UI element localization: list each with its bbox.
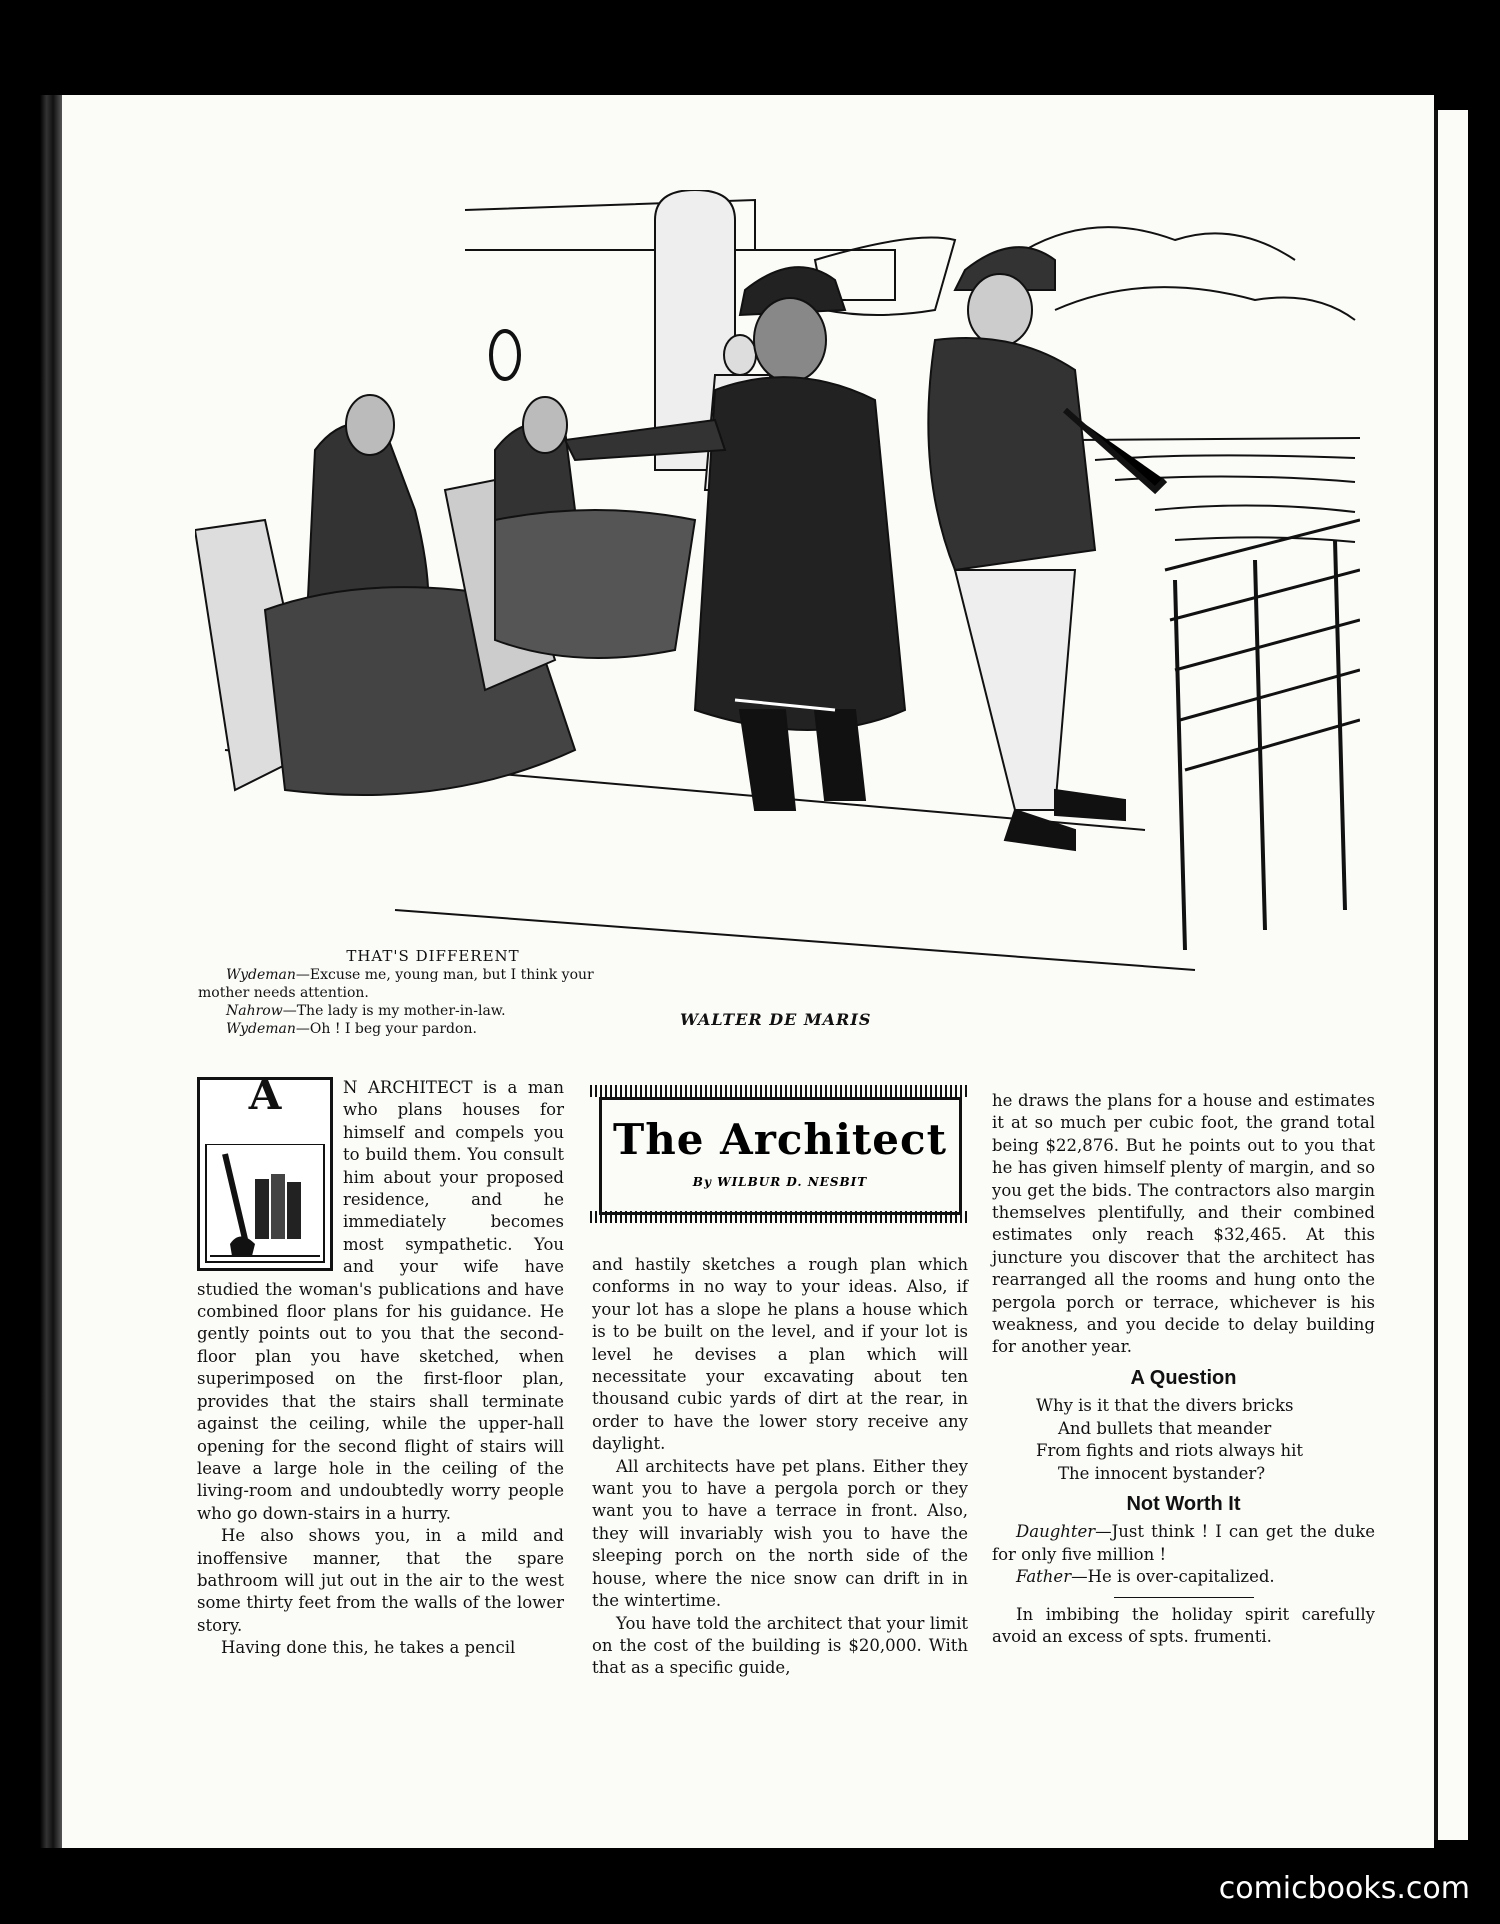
caption-title: THAT'S DIFFERENT bbox=[346, 947, 520, 965]
caption-line: —The lady is my mother-in-law. bbox=[282, 1003, 506, 1019]
caption-line: mother needs attention. bbox=[198, 985, 369, 1001]
binding-edge bbox=[40, 95, 62, 1848]
dialogue-speaker: Daughter bbox=[1016, 1522, 1096, 1542]
question-poem bbox=[992, 1395, 1375, 1485]
article-paragraph: and hastily sketches a rough plan which conforms in no way to your ideas. Also, if your lot has a slope he plans a house which is to be built on the level, and if your lot is level he devises a plan which will necessitate your excavating about ten thousand cubic yards of dirt at the rear, in order to have the lower story receive any daylight. bbox=[592, 1255, 968, 1454]
drop-cap-illustration bbox=[197, 1070, 333, 1271]
article-paragraph: He also shows you, in a mild and inoffensive manner, that the spare bathroom will jut out in the air to the west some thirty feet from the walls of the lower story. bbox=[197, 1526, 564, 1635]
dialogue-line bbox=[992, 1566, 1375, 1588]
poem-line: Why is it that the divers bricks bbox=[1036, 1396, 1294, 1416]
caption-speaker: Nahrow bbox=[226, 1003, 283, 1019]
article-paragraph: All architects have pet plans. Either they want you to have a pergola porch or they want you to have a terrace in front. Also, they will invariably wish you to have the sleeping porch on the north side of the house, where the nice snow can drift in in the wintertime. bbox=[592, 1456, 968, 1611]
dialogue-speaker: Father bbox=[1016, 1567, 1072, 1587]
illustration-caption bbox=[198, 947, 668, 1038]
question-heading: A Question bbox=[1130, 1366, 1237, 1389]
decorative-border bbox=[590, 1211, 970, 1223]
section-divider bbox=[1114, 1597, 1254, 1598]
dialogue-line bbox=[992, 1521, 1375, 1566]
article-column-2 bbox=[592, 1254, 968, 1680]
article-paragraph: You have told the architect that your limit on the cost of the building is $20,000. With that as a specific guide, bbox=[592, 1613, 968, 1678]
caption-speaker: Wydeman bbox=[226, 967, 296, 983]
next-page-edge bbox=[1434, 110, 1468, 1840]
books-inkwell-icon bbox=[200, 1144, 330, 1268]
caption-speaker: Wydeman bbox=[226, 1021, 296, 1037]
caption-line: —Excuse me, young man, but I think your bbox=[295, 967, 594, 983]
closing-paragraph: In imbibing the holiday spirit carefully avoid an excess of spts. frumenti. bbox=[992, 1604, 1375, 1646]
poem-line: The innocent bystander? bbox=[1058, 1463, 1266, 1483]
caption-line: —Oh ! I beg your pardon. bbox=[295, 1021, 477, 1037]
site-watermark: comicbooks.com bbox=[1218, 1871, 1470, 1906]
dialogue-text: —Just think ! I can get the duke for only five million ! bbox=[992, 1522, 1375, 1564]
article-byline: By WILBUR D. NESBIT bbox=[692, 1175, 868, 1189]
poem-line: From fights and riots always hit bbox=[1036, 1441, 1304, 1461]
article-title-box bbox=[590, 1085, 970, 1223]
article-paragraph: he draws the plans for a house and estimates it at so much per cubic foot, the grand total being $22,876. But he points out to you that he has given himself plenty of margin, and so you get the bids. The contractors also margin themselves plentifully, and their combined estimates only reach $32,465. At this juncture you discover that the architect has rearranged all the rooms and hung onto the pergola porch or terrace, whichever is his weakness, and you decide to delay building for another year. bbox=[992, 1091, 1375, 1357]
cartoon-illustration bbox=[195, 190, 1360, 1035]
article-title: The Architect bbox=[612, 1115, 947, 1164]
not-worth-heading: Not Worth It bbox=[1126, 1492, 1241, 1515]
poem-line: And bullets that meander bbox=[1058, 1418, 1272, 1438]
artist-signature: WALTER DE MARIS bbox=[680, 1010, 872, 1029]
article-paragraph: N ARCHITECT is a man who plans houses for himself and compels you to build them. You consult him about your proposed residence, and he immediately becomes most sympathetic. You and your wife have studied the woman's publications and have combined floor plans for his guidance. He gently points out to you that the second-floor plan you have sketched, when superimposed on the first-floor plan, provides that the stairs shall terminate against the ceiling, while the upper-hall opening for the second flight of stairs will leave a large hole in the ceiling of the living-room and undoubtedly worry people who go down-stairs in a hurry. bbox=[197, 1078, 564, 1523]
decorative-border bbox=[590, 1085, 970, 1097]
article-column-3 bbox=[992, 1090, 1375, 1648]
dialogue-text: —He is over-capitalized. bbox=[1071, 1567, 1275, 1587]
drop-cap-letter: A bbox=[248, 1070, 282, 1119]
article-column-1 bbox=[197, 1070, 564, 1660]
article-paragraph: Having done this, he takes a pencil bbox=[221, 1638, 516, 1658]
